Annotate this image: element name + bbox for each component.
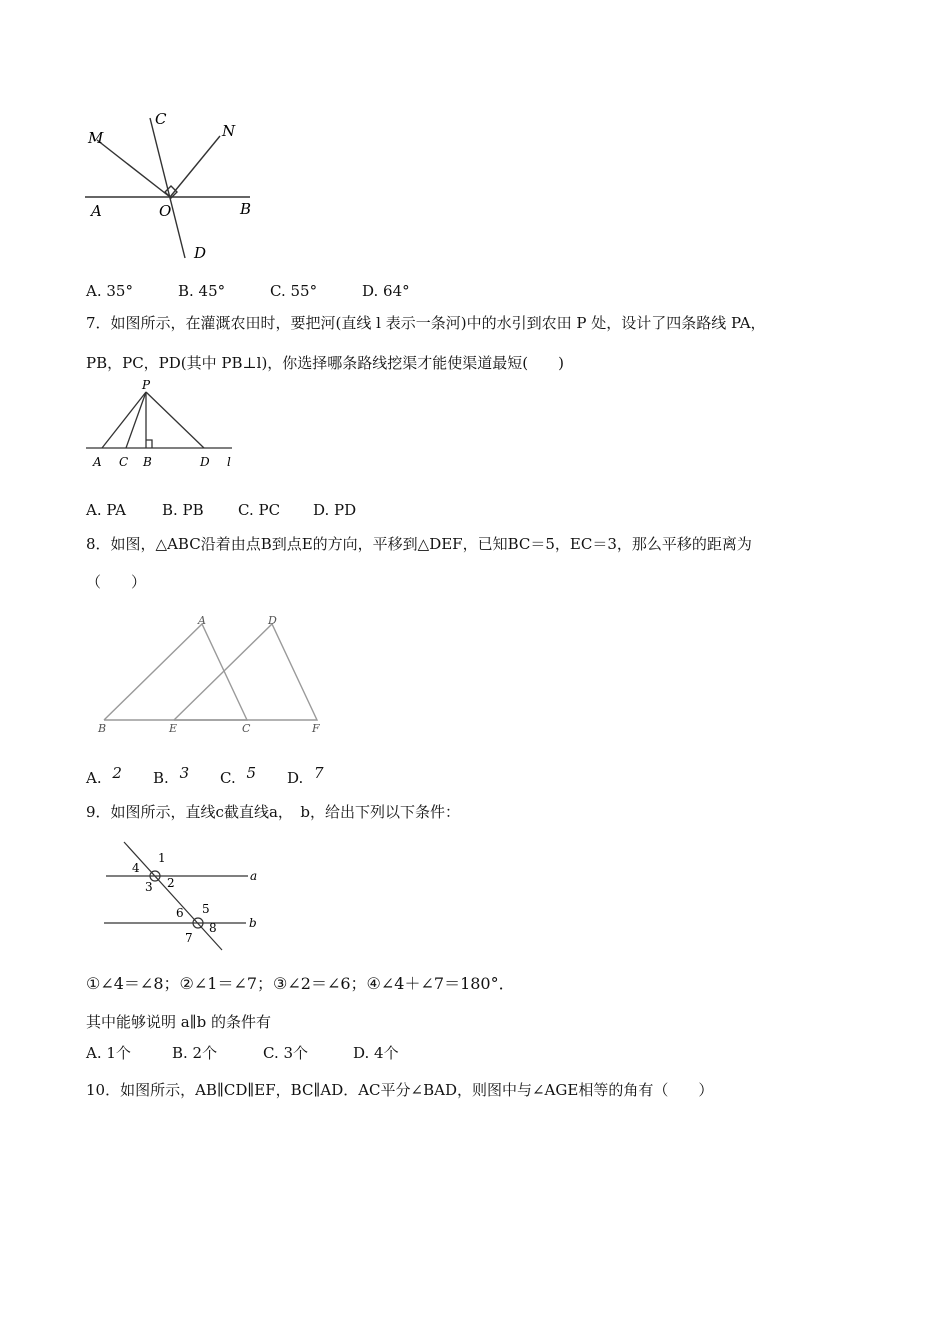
q8-stem-line2: （ ）: [86, 573, 147, 591]
q8-option-d-value: 7: [314, 764, 324, 782]
q8-option-c[interactable]: [220, 764, 257, 788]
angle-label-3: 3: [145, 880, 153, 894]
label-b: B: [240, 200, 252, 218]
path-pa: [102, 392, 146, 448]
triangle-def: [174, 624, 317, 720]
label-e: E: [169, 722, 178, 735]
q9-figure: [100, 836, 265, 956]
label-a: a: [250, 869, 258, 883]
q8-option-b[interactable]: [153, 764, 190, 788]
q7-option-d[interactable]: D. PD: [313, 501, 357, 519]
q8-option-b-letter: B.: [153, 769, 169, 787]
label-a: A: [93, 455, 102, 469]
q8-option-b-value: 3: [179, 764, 190, 782]
q6-option-d[interactable]: D. 64°: [362, 282, 410, 300]
q8-option-a-letter: A.: [86, 769, 102, 787]
q7-stem-line2: PB，PC，PD(其中 PB⊥l)，你选择哪条路线挖渠才能使渠道最短( ): [86, 354, 565, 372]
q9-option-c[interactable]: C. 3个: [263, 1044, 309, 1062]
q7-option-b[interactable]: B. PB: [162, 501, 204, 519]
label-o: O: [159, 202, 172, 220]
angle-label-2: 2: [167, 876, 175, 890]
q6-option-b[interactable]: B. 45°: [178, 282, 226, 300]
q9-option-d[interactable]: D. 4个: [353, 1044, 399, 1062]
q8-option-d-letter: D.: [287, 769, 304, 787]
q7-option-a[interactable]: A. PA: [86, 501, 126, 519]
label-b: B: [98, 722, 107, 735]
angle-label-4: 4: [132, 861, 140, 875]
label-d: D: [194, 244, 207, 262]
label-p: P: [142, 378, 151, 392]
q7-figure: [86, 378, 236, 473]
label-f: F: [312, 722, 320, 735]
label-c: C: [242, 722, 251, 735]
right-angle-mark: [146, 440, 152, 448]
q7-stem-line1: 7．如图所示，在灌溉农田时，要把河(直线 l 表示一条河)中的水引到农田 P 处，设计了四条路线 PA，: [86, 314, 766, 332]
q9-conditions: ①∠4＝∠8；②∠1＝∠7；③∠2＝∠6；④∠4＋∠7＝180°．: [86, 974, 515, 993]
label-b: b: [249, 916, 257, 930]
q8-option-c-letter: C.: [220, 769, 236, 787]
q8-figure: [92, 608, 332, 738]
q6-option-c[interactable]: C. 55°: [270, 282, 318, 300]
angle-label-5: 5: [202, 902, 210, 916]
q9-stem-line2: 其中能够说明 a∥b 的条件有: [86, 1013, 272, 1031]
label-c: C: [119, 455, 129, 469]
path-pd: [146, 392, 204, 448]
line-cd: [150, 118, 185, 258]
label-a: A: [198, 614, 206, 627]
q8-stem-line1: 8．如图，△ABC沿着由点B到点E的方向，平移到△DEF，已知BC＝5，EC＝3，那么平移的距离为: [86, 535, 752, 553]
q8-option-d[interactable]: [287, 764, 324, 788]
label-c: C: [155, 110, 167, 128]
ray-on: [170, 136, 220, 197]
q8-option-c-value: 5: [246, 764, 257, 782]
label-d: D: [268, 614, 277, 627]
q9-option-a[interactable]: A. 1个: [86, 1044, 131, 1062]
angle-label-7: 7: [185, 931, 193, 945]
label-b: B: [143, 455, 152, 469]
angle-label-8: 8: [209, 921, 217, 935]
q10-stem-line1: 10．如图所示，AB∥CD∥EF，BC∥AD．AC平分∠BAD，则图中与∠AGE相等的角有（ ）: [86, 1081, 714, 1099]
label-n: N: [222, 122, 236, 140]
q7-option-c[interactable]: C. PC: [238, 501, 281, 519]
q9-option-b[interactable]: B. 2个: [172, 1044, 218, 1062]
label-d: D: [200, 455, 210, 469]
label-m: M: [88, 129, 104, 147]
ray-om: [97, 140, 170, 197]
line-c: [124, 842, 222, 950]
q9-stem-line1: 9．如图所示，直线c截直线a， b，给出下列以下条件：: [86, 803, 460, 821]
triangle-abc: [104, 624, 247, 720]
label-l: l: [227, 455, 231, 469]
label-a: A: [91, 202, 102, 220]
q6-figure: [85, 108, 255, 268]
angle-label-1: 1: [158, 851, 166, 865]
q6-option-a[interactable]: A. 35°: [86, 282, 133, 300]
angle-label-6: 6: [176, 906, 184, 920]
q8-option-a[interactable]: [86, 764, 122, 788]
q8-option-a-value: 2: [112, 764, 122, 782]
path-pc: [126, 392, 146, 448]
